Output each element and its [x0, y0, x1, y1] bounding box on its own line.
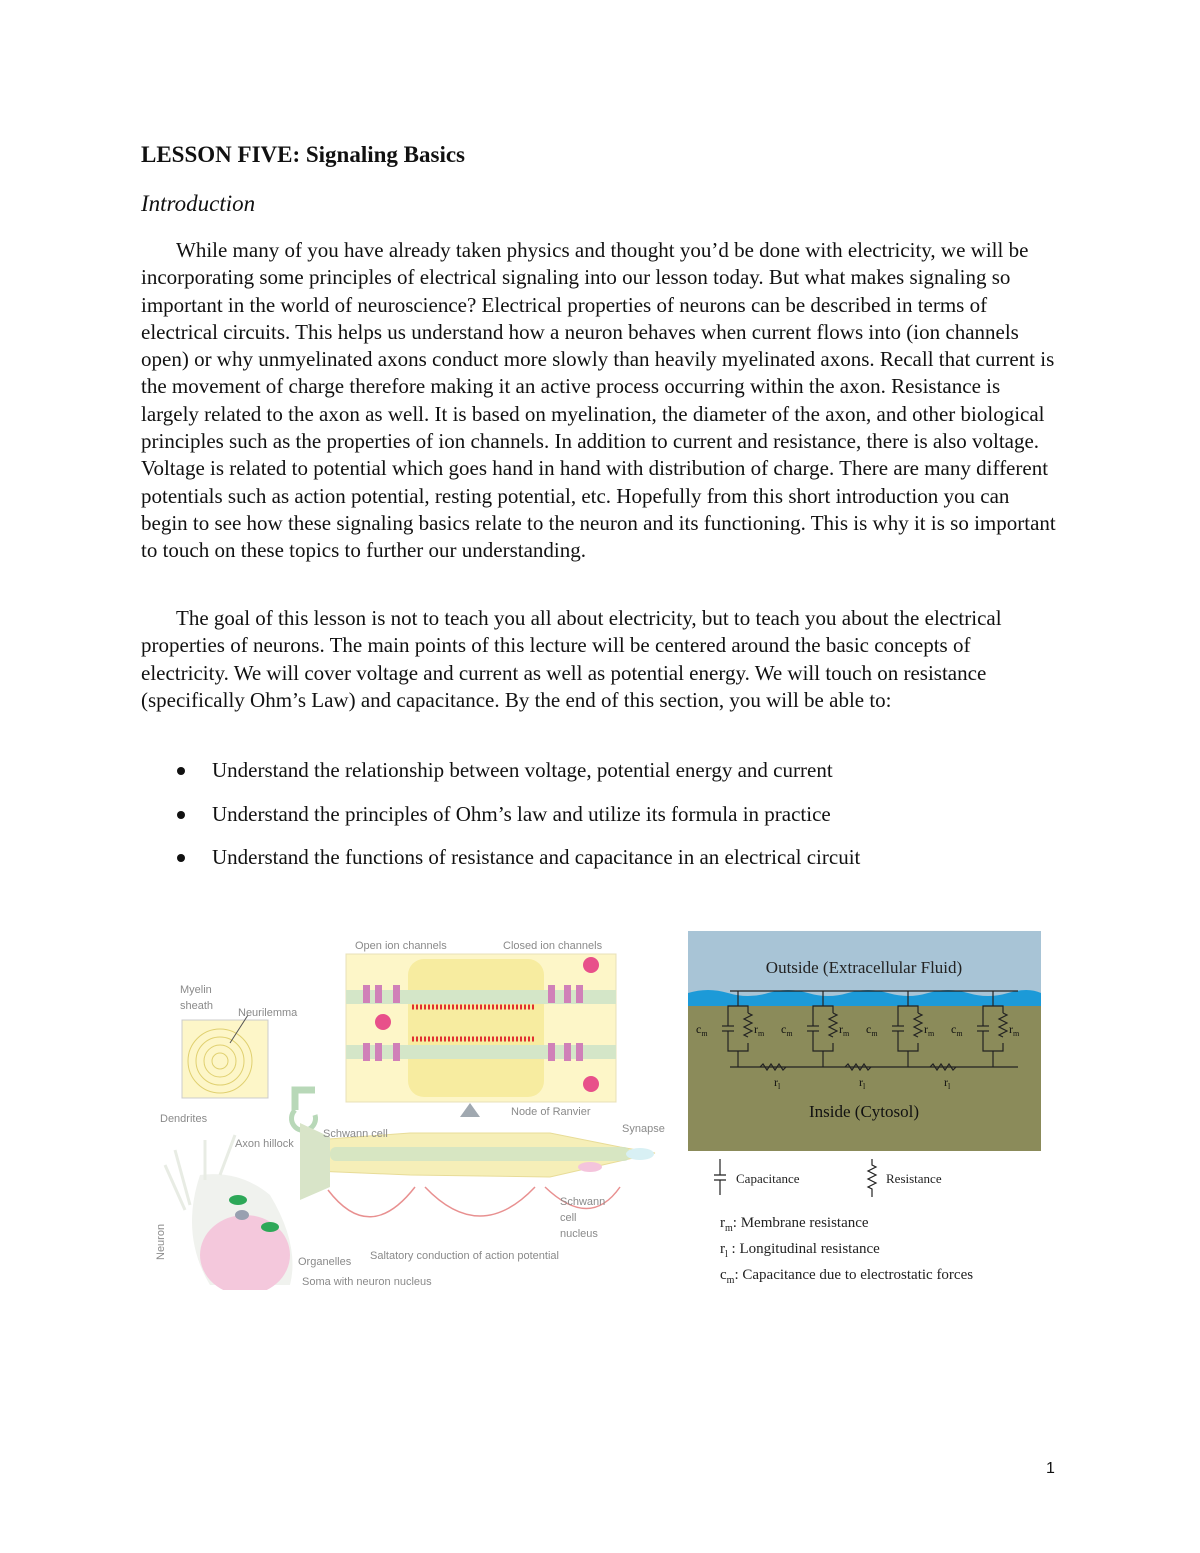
label-synapse: Synapse	[622, 1123, 665, 1135]
definition-membrane-resistance: $r_m$: Membrane resistance	[720, 1215, 869, 1234]
list-item	[172, 844, 1052, 888]
label-inside: Inside (Cytosol)	[808, 1102, 920, 1121]
definition-capacitance: $c_m$: Capacitance due to electrostatic forces	[720, 1267, 974, 1286]
membrane-top	[346, 990, 616, 1004]
label-schwann-nucleus: cell	[560, 1212, 577, 1224]
organelle-icon	[235, 1210, 249, 1220]
list-item	[172, 801, 1052, 845]
legend-capacitance: Capacitance	[736, 1171, 800, 1186]
svg-text:rl: $r_l$	[944, 1075, 951, 1091]
svg-text:rm: $r_m$	[924, 1022, 935, 1038]
sodium-ion-icon	[583, 1076, 599, 1092]
svg-text:rm: $r_m$	[754, 1022, 765, 1038]
membrane-bottom	[346, 1045, 616, 1059]
objectives-list	[172, 757, 1052, 888]
label-schwann-nucleus: nucleus	[560, 1228, 598, 1240]
svg-text:rl: $r_l$	[859, 1075, 866, 1091]
svg-text:cm: $c_m$	[781, 1022, 793, 1038]
label-axon-hillock: Axon hillock	[235, 1138, 294, 1150]
label-closed-channels: Closed ion channels	[503, 940, 603, 952]
bullet-icon	[177, 767, 185, 775]
label-neurilemma: Neurilemma	[238, 1007, 298, 1019]
bullet-icon	[177, 811, 185, 819]
label-open-channels: Open ion channels	[355, 940, 447, 952]
inside-region	[688, 1006, 1041, 1151]
resistor-icon	[868, 1159, 876, 1197]
label-organelles: Organelles	[298, 1256, 352, 1268]
up-arrow-icon	[460, 1103, 480, 1117]
label-schwann-cell: Schwann cell	[323, 1128, 388, 1140]
legend-resistance: Resistance	[886, 1171, 942, 1186]
sodium-ion-icon	[375, 1014, 391, 1030]
objective-text: Understand the principles of Ohm’s law and utilize its formula in practice	[212, 801, 831, 826]
circuit-legend	[712, 1155, 1032, 1203]
svg-text:rm: $r_m$	[1009, 1022, 1020, 1038]
arrow-icon	[295, 1090, 315, 1110]
label-saltatory: Saltatory conduction of action potential	[370, 1250, 559, 1262]
myelin-inset	[182, 1020, 268, 1098]
synapse-terminal	[626, 1148, 654, 1160]
label-dendrites: Dendrites	[160, 1113, 208, 1125]
section-heading: Introduction	[141, 191, 256, 216]
myelin-segment	[408, 959, 544, 1097]
label-myelin: Myelin	[180, 984, 212, 996]
svg-text:rl: $r_l$	[774, 1075, 781, 1091]
label-schwann-nucleus: Schwann	[560, 1196, 606, 1208]
label-neuron: Neuron	[155, 1223, 167, 1260]
svg-text:cm: $c_m$	[866, 1022, 878, 1038]
lesson-title: LESSON FIVE: Signaling Basics	[141, 142, 466, 167]
label-sheath: sheath	[180, 1000, 214, 1012]
intro-paragraph: While many of you have already taken physics and thought you’d be done with electricity, we will be incorporating some principles of electrical signaling into our lesson today. But what makes signaling so important in the world of neuroscience? Electrical properties of neurons can be described in terms of electrical circuits. This helps us understand how a neuron behaves when current flows into (ion channels open) or why unmyelinated axons conduct more slowly than heavily myelinated axons. Recall that current is the movement of charge therefore making it an active process occurring within the axon. Resistance is largely related to the axon as well. It is based on myelination, the diameter of the axon, and other biological principles such as the properties of ion channels. In addition to current and resistance, there is also voltage. Voltage is related to potential which goes hand in hand with distribution of charge. There are many different potentials such as action potential, resting potential, etc. Hopefully from this short introduction you can begin to see how these signaling basics relate to the neuron and its functioning. This is why it is so important to touch on these topics to further our understanding.	[141, 238, 1056, 563]
axon-core	[330, 1147, 630, 1161]
objective-text: Understand the functions of resistance and capacitance in an electrical circuit	[212, 845, 861, 869]
label-node-of-ranvier: Node of Ranvier	[511, 1106, 591, 1118]
svg-text:rm: $r_m$	[839, 1022, 850, 1038]
membrane-circuit-diagram	[688, 931, 1041, 1151]
definition-longitudinal-resistance: $r_l$ : Longitudinal resistance	[720, 1241, 880, 1260]
organelle-icon	[261, 1222, 279, 1232]
goal-paragraph: The goal of this lesson is not to teach you all about electricity, but to teach you about the electrical properties of neurons. The main points of this lecture will be centered around the basic concepts of electricity. We will cover voltage and current as well as potential energy. We will touch on resistance (specifically Ohm’s Law) and capacitance. By the end of this section, you will be able to:	[141, 606, 1002, 712]
svg-text:cm: $c_m$	[696, 1022, 708, 1038]
bullet-icon	[177, 854, 185, 862]
organelle-icon	[229, 1195, 247, 1205]
label-soma: Soma with neuron nucleus	[302, 1276, 432, 1288]
label-outside: Outside (Extracellular Fluid)	[765, 958, 963, 977]
objective-text: Understand the relationship between voltage, potential energy and current	[212, 758, 833, 782]
capacitor-icon	[714, 1159, 726, 1195]
neuron-diagram	[150, 925, 675, 1290]
page-number: 1	[1046, 1460, 1055, 1477]
list-item	[172, 757, 1052, 801]
schwann-nucleus-shape	[578, 1162, 602, 1172]
svg-text:cm: $c_m$	[951, 1022, 963, 1038]
circuit-definitions	[720, 1213, 973, 1291]
sodium-ion-icon	[583, 957, 599, 973]
